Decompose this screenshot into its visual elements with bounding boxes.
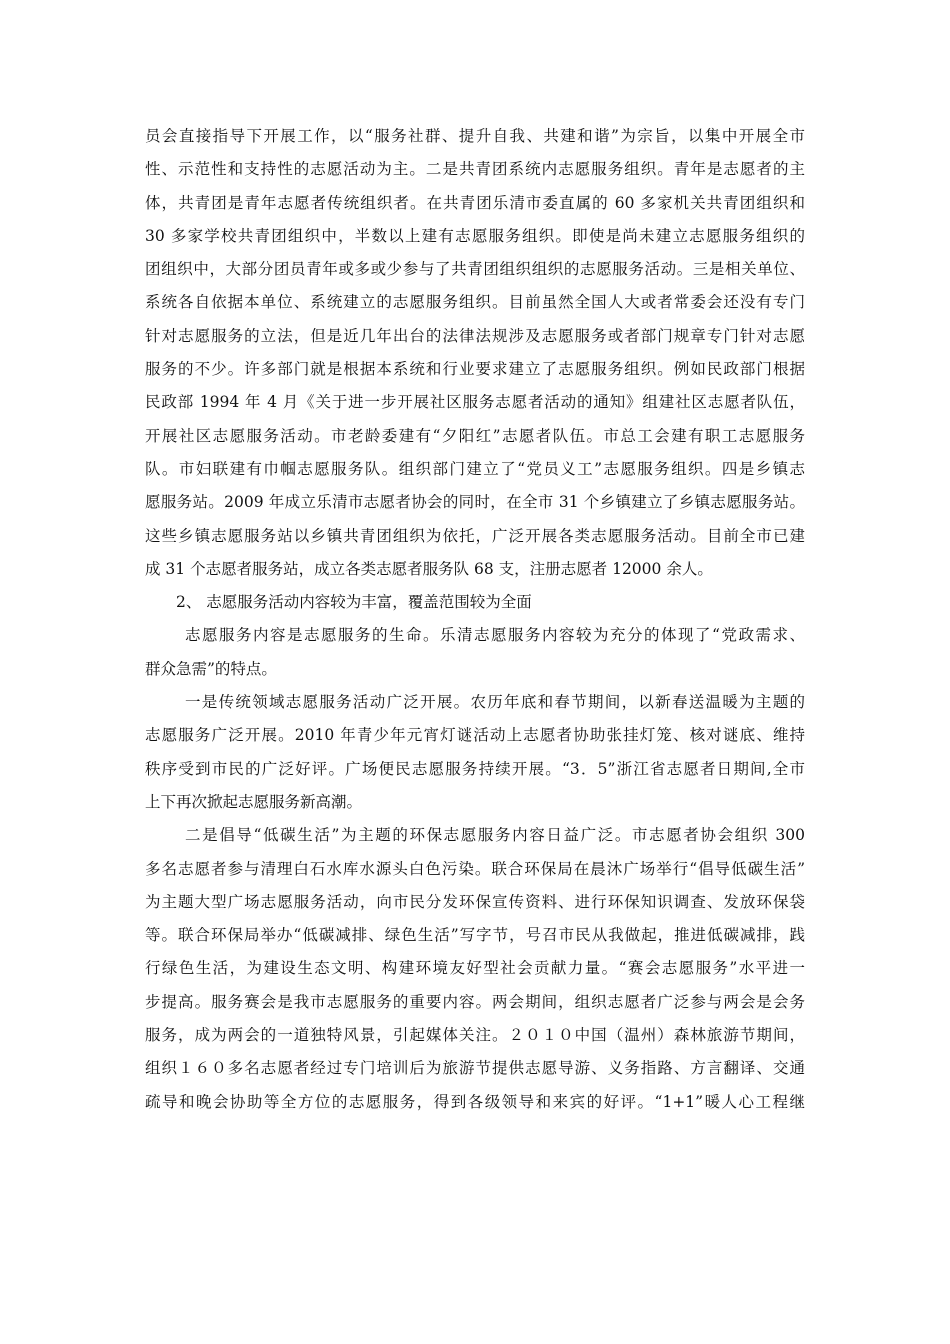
text-line: 民政部 1994 年 4 月《关于进一步开展社区服务志愿者活动的通知》组建社区志愿者队伍， [145,393,805,412]
body-text [145,120,805,1119]
text-line: 二是倡导“低碳生活”为主题的环保志愿服务内容日益广泛。市志愿者协会组织 300 [185,826,805,845]
text-line: 行绿色生活，为建设生态文明、构建环境友好型社会贡献力量。“赛会志愿服务”水平进一 [145,959,805,978]
section-heading: 2、 志愿服务活动内容较为丰富，覆盖范围较为全面 [176,593,532,612]
text-line: 队。市妇联建有巾帼志愿服务队。组织部门建立了“党员义工”志愿服务组织。四是乡镇志 [145,459,805,478]
text-line: 志愿服务内容是志愿服务的生命。乐清志愿服务内容较为充分的体现了“党政需求、 [185,626,805,645]
text-line: 志愿服务广泛开展。2010 年青少年元宵灯谜活动上志愿者协助张挂灯笼、核对谜底、维持 [145,726,805,745]
text-line: 一是传统领域志愿服务活动广泛开展。农历年底和春节期间，以新春送温暖为主题的 [185,693,805,712]
text-line: 为主题大型广场志愿服务活动，向市民分发环保宣传资料、进行环保知识调查、发放环保袋 [145,892,805,911]
text-line: 开展社区志愿服务活动。市老龄委建有“夕阳红”志愿者队伍。市总工会建有职工志愿服务 [145,426,805,445]
text-line: 体，共青团是青年志愿者传统组织者。在共青团乐清市委直属的 60 多家机关共青团组织和 [145,193,805,212]
text-line: 针对志愿服务的立法，但是近几年出台的法律法规涉及志愿服务或者部门规章专门针对志愿 [145,326,805,345]
text-line: 系统各自依据本单位、系统建立的志愿服务组织。目前虽然全国人大或者常委会还没有专门 [145,293,805,312]
text-line: 愿服务站。2009 年成立乐清市志愿者协会的同时，在全市 31 个乡镇建立了乡镇志愿服务站。 [145,493,805,512]
text-line: 服务，成为两会的一道独特风景，引起媒体关注。２０１０中国（温州）森林旅游节期间， [145,1026,805,1045]
text-line: 等。联合环保局举办“低碳减排、绿色生活”写字节，号召市民从我做起，推进低碳减排，践 [145,926,805,945]
text-line: 多名志愿者参与清理白石水库水源头白色污染。联合环保局在晨沐广场举行“倡导低碳生活” [145,859,805,878]
text-line: 群众急需”的特点。 [145,659,277,678]
text-line: 员会直接指导下开展工作，以“服务社群、提升自我、共建和谐”为宗旨，以集中开展全市 [145,127,805,145]
text-line: 团组织中，大部分团员青年或多或少参与了共青团组织组织的志愿服务活动。三是相关单位、 [145,260,805,279]
text-line: 秩序受到市民的广泛好评。广场便民志愿服务持续开展。“3．5”浙江省志愿者日期间,全市 [145,759,805,778]
text-line: 疏导和晚会协助等全方位的志愿服务，得到各级领导和来宾的好评。“1+1”暖人心工程继 [145,1092,805,1111]
text-line: 这些乡镇志愿服务站以乡镇共青团组织为依托，广泛开展各类志愿服务活动。目前全市已建 [145,526,805,545]
text-line: 成 31 个志愿者服务站，成立各类志愿者服务队 68 支，注册志愿者 12000 余人。 [145,559,713,578]
text-line: 组织１６０多名志愿者经过专门培训后为旅游节提供志愿导游、义务指路、方言翻译、交通 [145,1059,805,1078]
text-line: 服务的不少。许多部门就是根据本系统和行业要求建立了志愿服务组织。例如民政部门根据 [145,360,805,379]
text-line: 上下再次掀起志愿服务新高潮。 [145,792,363,811]
text-line: 步提高。服务赛会是我市志愿服务的重要内容。两会期间，组织志愿者广泛参与两会是会务 [145,992,805,1011]
text-line: 性、示范性和支持性的志愿活动为主。二是共青团系统内志愿服务组织。青年是志愿者的主 [145,160,805,179]
text-line: 30 多家学校共青团组织中，半数以上建有志愿服务组织。即使是尚未建立志愿服务组织的 [145,226,805,245]
